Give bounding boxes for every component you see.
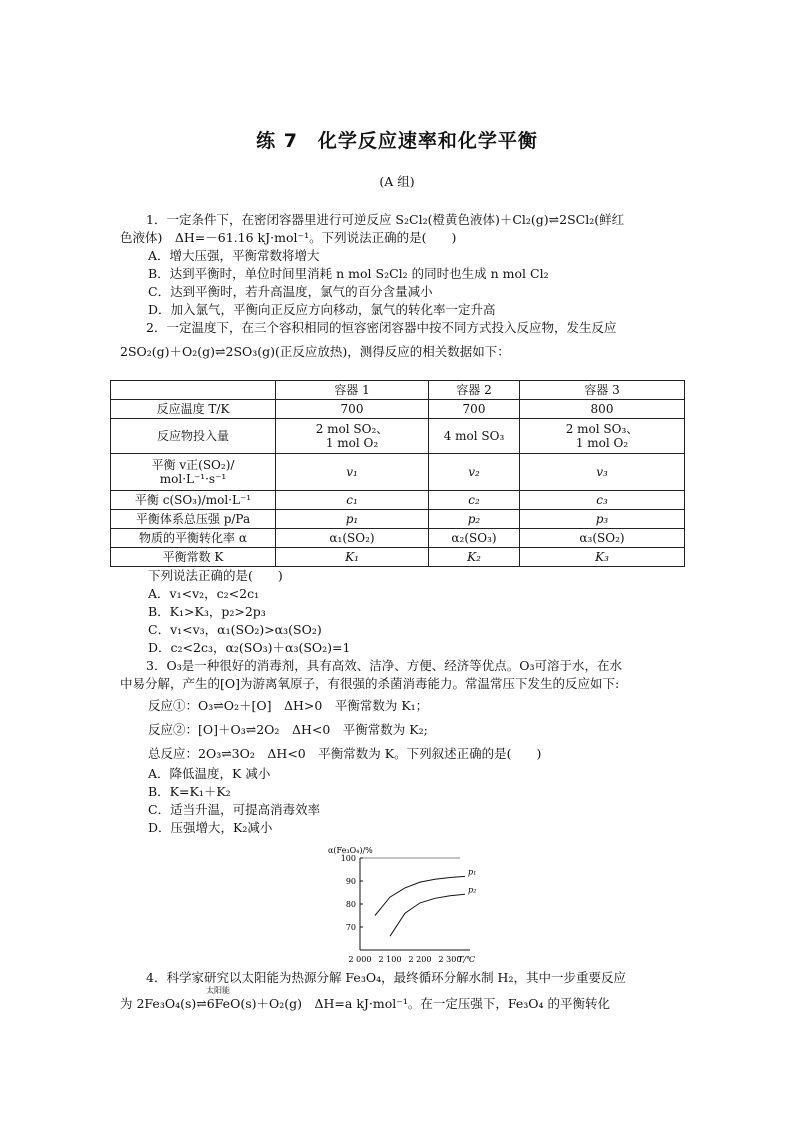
q1-option-c: C．达到平衡时，若升高温度，氯气的百分含量减小 (148, 284, 433, 299)
table-cell: 反应物投入量 (111, 419, 276, 454)
q2-stem-line2: 2SO₂(g)＋O₂(g)⇌2SO₃(g)(正反应放热)，测得反应的相关数据如下： (120, 344, 510, 359)
table-cell: v₂ (429, 454, 520, 491)
q3-reaction-1: 反应①：O₃⇌O₂＋[O] ΔH>0 平衡常数为 K₁； (148, 698, 429, 713)
table-cell: p₂ (429, 510, 520, 529)
q1-option-a: A．增大压强，平衡常数将增大 (148, 248, 320, 263)
series-label-1: p₁ (468, 867, 477, 877)
q3-reaction-2: 反应②：[O]＋O₃⇌2O₂ ΔH<0 平衡常数为 K₂; (148, 722, 428, 737)
page-title: 练 7 化学反应速率和化学平衡 (256, 130, 538, 152)
table-header-cell: 容器 1 (276, 381, 429, 400)
q2-option-a: A．v₁<v₂，c₂<2c₁ (148, 586, 260, 601)
table-cell: 700 (429, 400, 520, 419)
table-cell: 4 mol SO₃ (429, 419, 520, 454)
q2-option-c: C．v₁<v₃，α₁(SO₂)>α₃(SO₂) (148, 622, 322, 637)
table-cell: K₂ (429, 548, 520, 567)
q4-stem-line1: 4．科学家研究以太阳能为热源分解 Fe₃O₄，最终循环分解水制 H₂，其中一步重要反应 (146, 970, 626, 985)
table-cell: 2 mol SO₃、 1 mol O₂ (520, 419, 685, 454)
table-cell: α₂(SO₃) (429, 529, 520, 548)
table-cell: v₃ (520, 454, 685, 491)
q3-option-d: D．压强增大，K₂减小 (148, 820, 273, 835)
series-label-2: p₂ (468, 885, 477, 895)
table-cell: 700 (276, 400, 429, 419)
table-cell: 平衡 v正(SO₂)/ mol·L⁻¹·s⁻¹ (111, 454, 276, 491)
table-cell: 2 mol SO₂、 1 mol O₂ (276, 419, 429, 454)
group-label: (A 组) (379, 174, 415, 189)
series-line-2 (390, 894, 465, 936)
q3-stem-line1: 3．O₃是一种很好的消毒剂，具有高效、洁净、方便、经济等优点。O₃可溶于水，在水 (146, 658, 622, 673)
q2-option-b: B．K₁>K₃，p₂>2p₃ (148, 604, 266, 619)
table-cell: K₁ (276, 548, 429, 567)
table-cell: c₂ (429, 491, 520, 510)
x-tick-label: 2 200 (408, 955, 432, 964)
table-cell: 800 (520, 400, 685, 419)
table-header-cell (111, 381, 276, 400)
y-tick-label: 100 (340, 854, 356, 863)
q1-stem-line1: 1．一定条件下，在密闭容器里进行可逆反应 S₂Cl₂(橙黄色液体)＋Cl₂(g)⇌2SCl₂(鲜红 (146, 212, 625, 227)
q1-option-d: D．加入氯气，平衡向正反应方向移动，氯气的转化率一定升高 (148, 302, 496, 317)
q2-stem-line1: 2．一定温度下，在三个容积相同的恒容密闭容器中按不同方式投入反应物，发生反应 (146, 320, 617, 335)
table-cell: K₃ (520, 548, 685, 567)
q2-option-d: D．c₂<2c₃，α₂(SO₃)＋α₃(SO₂)=1 (148, 640, 351, 655)
q1-option-b: B．达到平衡时，单位时间里消耗 n mol S₂Cl₂ 的同时也生成 n mol Cl₂ (148, 266, 549, 281)
x-tick-label: 2 000 (348, 955, 372, 964)
q4-condition: 太阳能 (206, 986, 230, 995)
table-cell: α₁(SO₂) (276, 529, 429, 548)
y-tick-label: 70 (345, 923, 356, 932)
table-cell: 平衡 c(SO₃)/mol·L⁻¹ (111, 491, 276, 510)
table-cell: 反应温度 T/K (111, 400, 276, 419)
q4-stem-line2: 为 2Fe₃O₄(s)⇌6FeO(s)＋O₂(g) ΔH=a kJ·mol⁻¹。在一定压强下，Fe₃O₄ 的平衡转化 (120, 996, 610, 1011)
y-tick-label: 90 (345, 877, 356, 886)
table-cell: v₁ (276, 454, 429, 491)
chart-ylabel: α(Fe₃O₄)/% (328, 846, 373, 855)
q3-option-b: B．K=K₁＋K₂ (148, 784, 231, 799)
table-cell: 物质的平衡转化率 α (111, 529, 276, 548)
table-cell: p₃ (520, 510, 685, 529)
x-tick-label: 2 100 (378, 955, 402, 964)
table-cell: c₁ (276, 491, 429, 510)
q1-stem-line2: 色液体) ΔH=－61.16 kJ·mol⁻¹。下列说法正确的是( ) (120, 230, 457, 245)
q2-data-table (110, 380, 685, 567)
table-header-cell: 容器 3 (520, 381, 685, 400)
table-cell: 平衡体系总压强 p/Pa (111, 510, 276, 529)
q3-stem-line2: 中易分解，产生的[O]为游离氧原子，有很强的杀菌消毒能力。常温常压下发生的反应如下: (120, 676, 620, 691)
chart-xlabel: T/℃ (458, 955, 475, 964)
x-tick-label: 2 300 (438, 955, 462, 964)
q3-option-a: A．降低温度，K 减小 (148, 766, 271, 781)
table-cell: α₃(SO₂) (520, 529, 685, 548)
y-tick-label: 80 (345, 900, 356, 909)
q2-question: 下列说法正确的是( ) (148, 568, 283, 583)
table-header-cell: 容器 2 (429, 381, 520, 400)
table-cell: p₁ (276, 510, 429, 529)
fe3o4-conversion-chart (320, 842, 490, 966)
table-cell: c₃ (520, 491, 685, 510)
q3-total-reaction: 总反应：2O₃⇌3O₂ ΔH<0 平衡常数为 K。下列叙述正确的是( ) (148, 746, 542, 761)
table-cell: 平衡常数 K (111, 548, 276, 567)
q3-option-c: C．适当升温，可提高消毒效率 (148, 802, 321, 817)
